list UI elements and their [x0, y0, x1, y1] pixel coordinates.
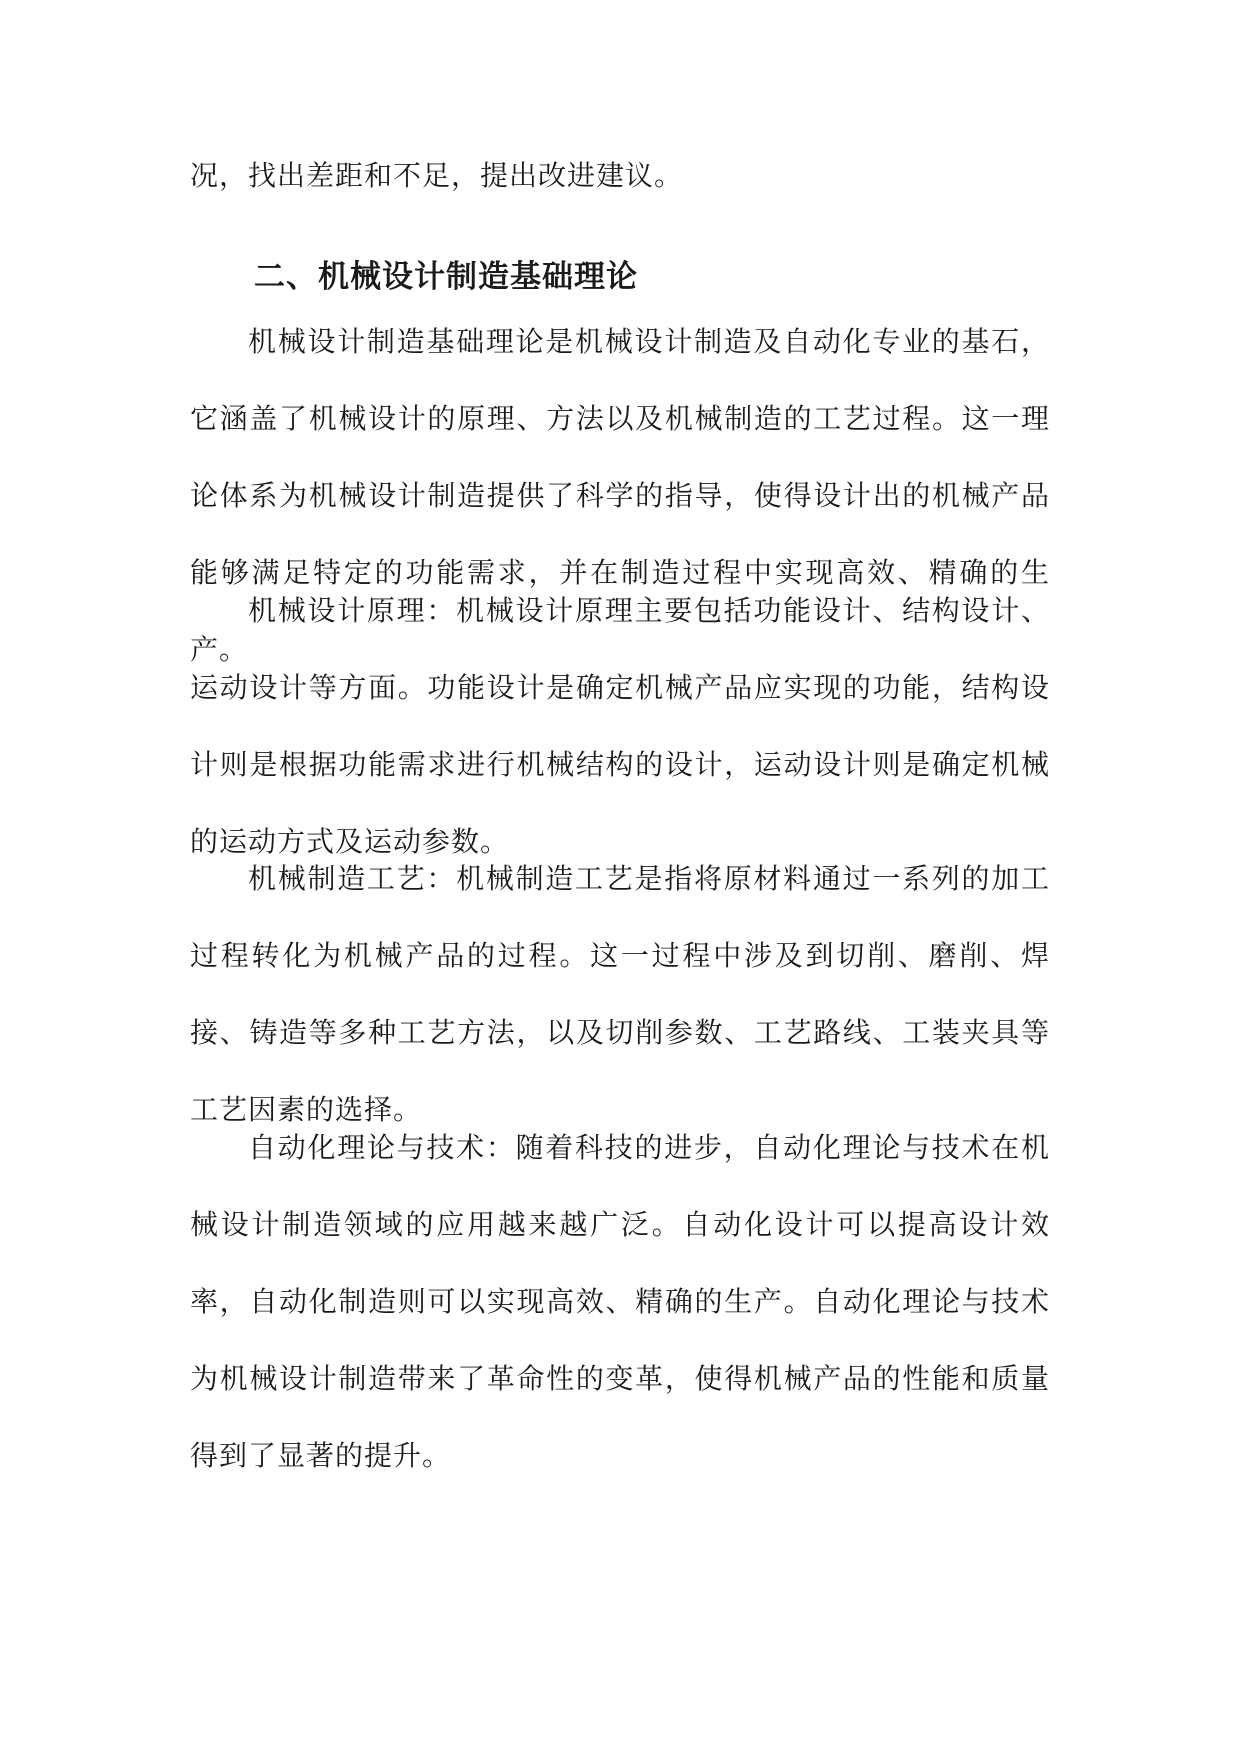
section-heading: 二、机械设计制造基础理论: [254, 259, 638, 295]
continuation-paragraph: 况，找出差距和不足，提出改进建议。: [190, 159, 684, 192]
paragraph-automation: 自动化理论与技术：随着科技的进步，自动化理论与技术在机械设计制造领域的应用越来越广泛。自动化设计可以提高设计效率，自动化制造则可以实现高效、精确的生产。自动化理论与技术为机械设计制造带来了革命性的变革，使得机械产品的性能和质量得到了显著的提升。: [190, 1131, 1050, 1472]
paragraph-design-principle: 机械设计原理：机械设计原理主要包括功能设计、结构设计、运动设计等方面。功能设计是确定机械产品应实现的功能，结构设计则是根据功能需求进行机械结构的设计，运动设计则是确定机械的运动方式及运动参数。: [190, 594, 1050, 858]
paragraph-foundation: 机械设计制造基础理论是机械设计制造及自动化专业的基石，它涵盖了机械设计的原理、方法以及机械制造的工艺过程。这一理论体系为机械设计制造提供了科学的指导，使得设计出的机械产品能够满足特定的功能需求，并在制造过程中实现高效、精确的生产。: [190, 325, 1050, 666]
paragraph-manufacturing-process: 机械制造工艺：机械制造工艺是指将原材料通过一系列的加工过程转化为机械产品的过程。这一过程中涉及到切削、磨削、焊接、铸造等多种工艺方法，以及切削参数、工艺路线、工装夹具等工艺因素的选择。: [190, 862, 1050, 1126]
